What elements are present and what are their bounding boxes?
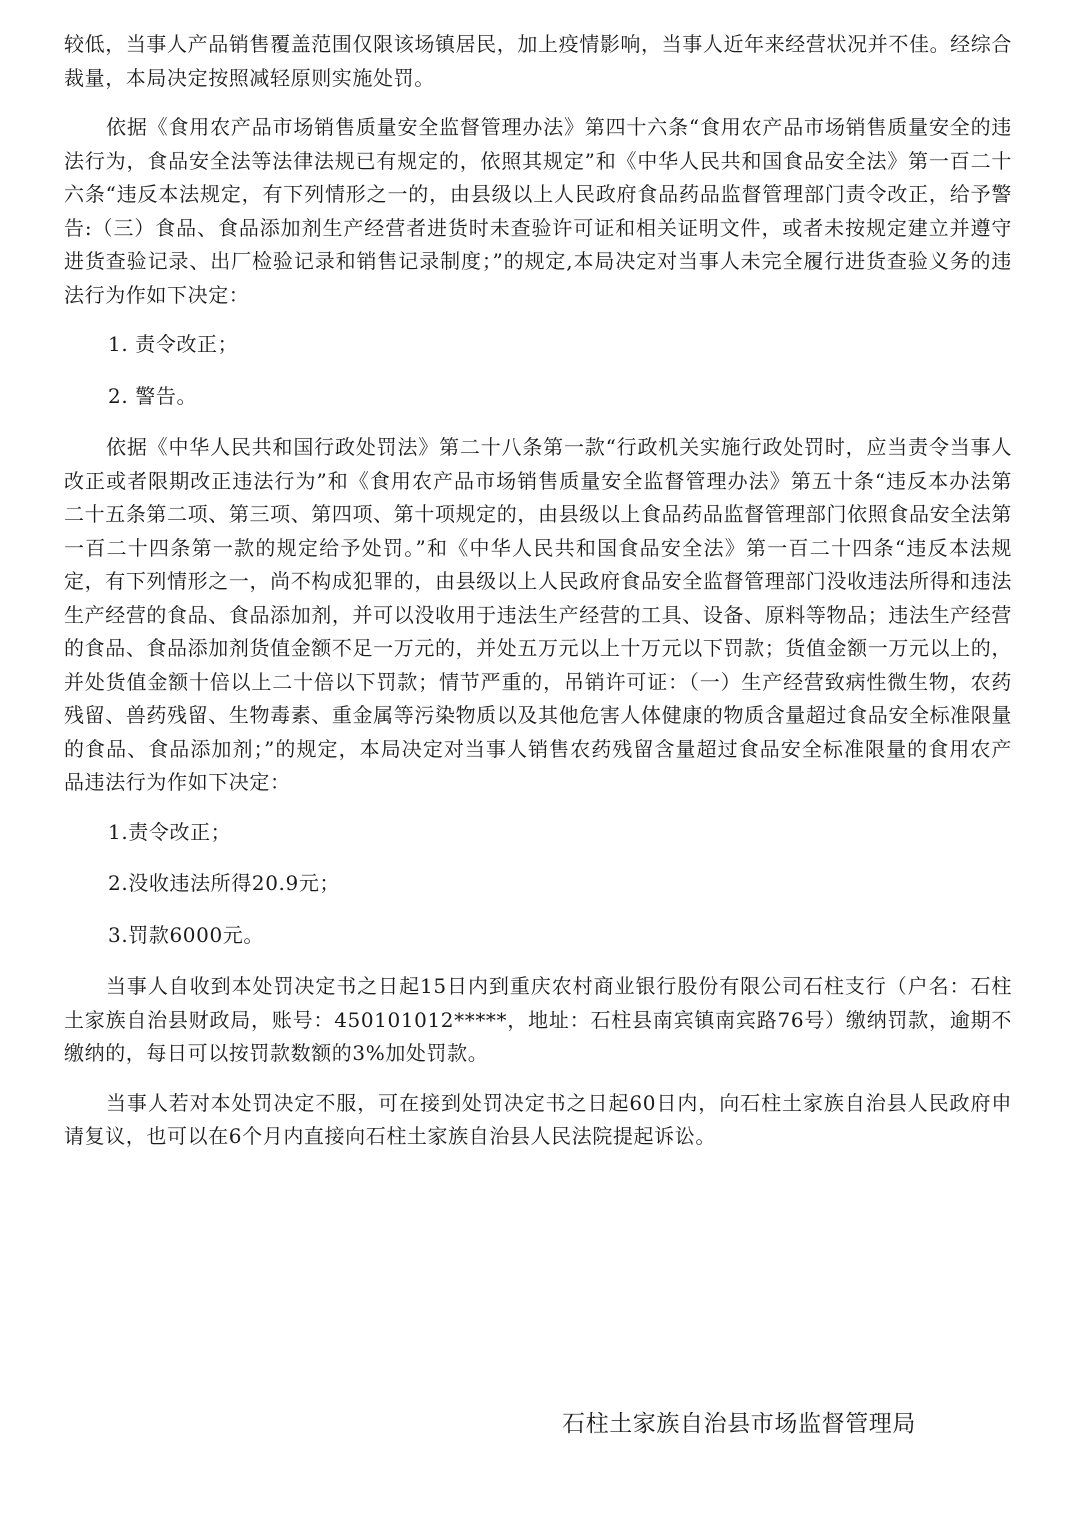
- decision-item: 1. 责令改正；: [108, 332, 239, 356]
- decision-item: 3.罚款6000元。: [108, 922, 264, 947]
- paragraph-mitigation: 较低，当事人产品销售覆盖范围仅限该场镇居民，加上疫情影响，当事人近年来经营状况并不佳。经综合裁量，本局决定按照减轻原则实施处罚。: [64, 32, 1012, 90]
- paragraph-appeal-rights: 当事人若对本处罚决定不服，可在接到处罚决定书之日起60日内，向石柱土家族自治县人民政府申请复议，也可以在6个月内直接向石柱土家族自治县人民法院提起诉讼。: [64, 1090, 1012, 1148]
- decision-item: 2. 警告。: [108, 383, 198, 408]
- paragraph-legal-basis-1: 依据《食用农产品市场销售质量安全监督管理办法》第四十六条“食用农产品市场销售质量安全的违法行为，食品安全法等法律法规已有规定的，依照其规定”和《中华人民共和国食品安全法》第一百二十六条“违反本法规定，有下列情形之一的，由县级以上人民政府食品药品监督管理部门责令改正，给予警告:（三）食品、食品添加剂生产经营者进货时未查验许可证和相关证明文件，或者未按规定建立并遵守进货查验记录、出厂检验记录和销售记录制度；”的规定,本局决定对当事人未完全履行进货查验义务的违法行为作如下决定：: [64, 115, 1012, 307]
- decision-item: 2.没收违法所得20.9元；: [108, 871, 341, 895]
- document-body: [64, 28, 1012, 1170]
- paragraph-payment-instructions: 当事人自收到本处罚决定书之日起15日内到重庆农村商业银行股份有限公司石柱支行（户名：石柱土家族自治县财政局，账号：450101012*****，地址：石柱县南宾镇南宾路76号）缴纳罚款，逾期不缴纳的，每日可以按罚款数额的3%加处罚款。: [64, 974, 1012, 1065]
- issuing-authority-signature: 石柱土家族自治县市场监督管理局: [562, 1411, 916, 1437]
- decision-item: 1.责令改正；: [108, 819, 232, 844]
- paragraph-legal-basis-2: 依据《中华人民共和国行政处罚法》第二十八条第一款“行政机关实施行政处罚时，应当责令当事人改正或者限期改正违法行为”和《食用农产品市场销售质量安全监督管理办法》第五十条“违反本办法第二十五条第二项、第三项、第四项、第十项规定的，由县级以上食品药品监督管理部门依照食品安全法第一百二十四条第一款的规定给予处罚。”和《中华人民共和国食品安全法》第一百二十四条“违反本法规定，有下列情形之一，尚不构成犯罪的，由县级以上人民政府食品安全监督管理部门没收违法所得和违法生产经营的食品、食品添加剂，并可以没收用于违法生产经营的工具、设备、原料等物品；违法生产经营的食品、食品添加剂货值金额不足一万元的，并处五万元以上十万元以下罚款；货值金额一万元以上的，并处货值金额十倍以上二十倍以下罚款；情节严重的，吊销许可证：（一）生产经营致病性微生物，农药残留、兽药残留、生物毒素、重金属等污染物质以及其他危害人体健康的物质含量超过食品安全标准限量的食品、食品添加剂；”的规定，本局决定对当事人销售农药残留含量超过食品安全标准限量的食用农产品违法行为作如下决定：: [64, 435, 1012, 794]
